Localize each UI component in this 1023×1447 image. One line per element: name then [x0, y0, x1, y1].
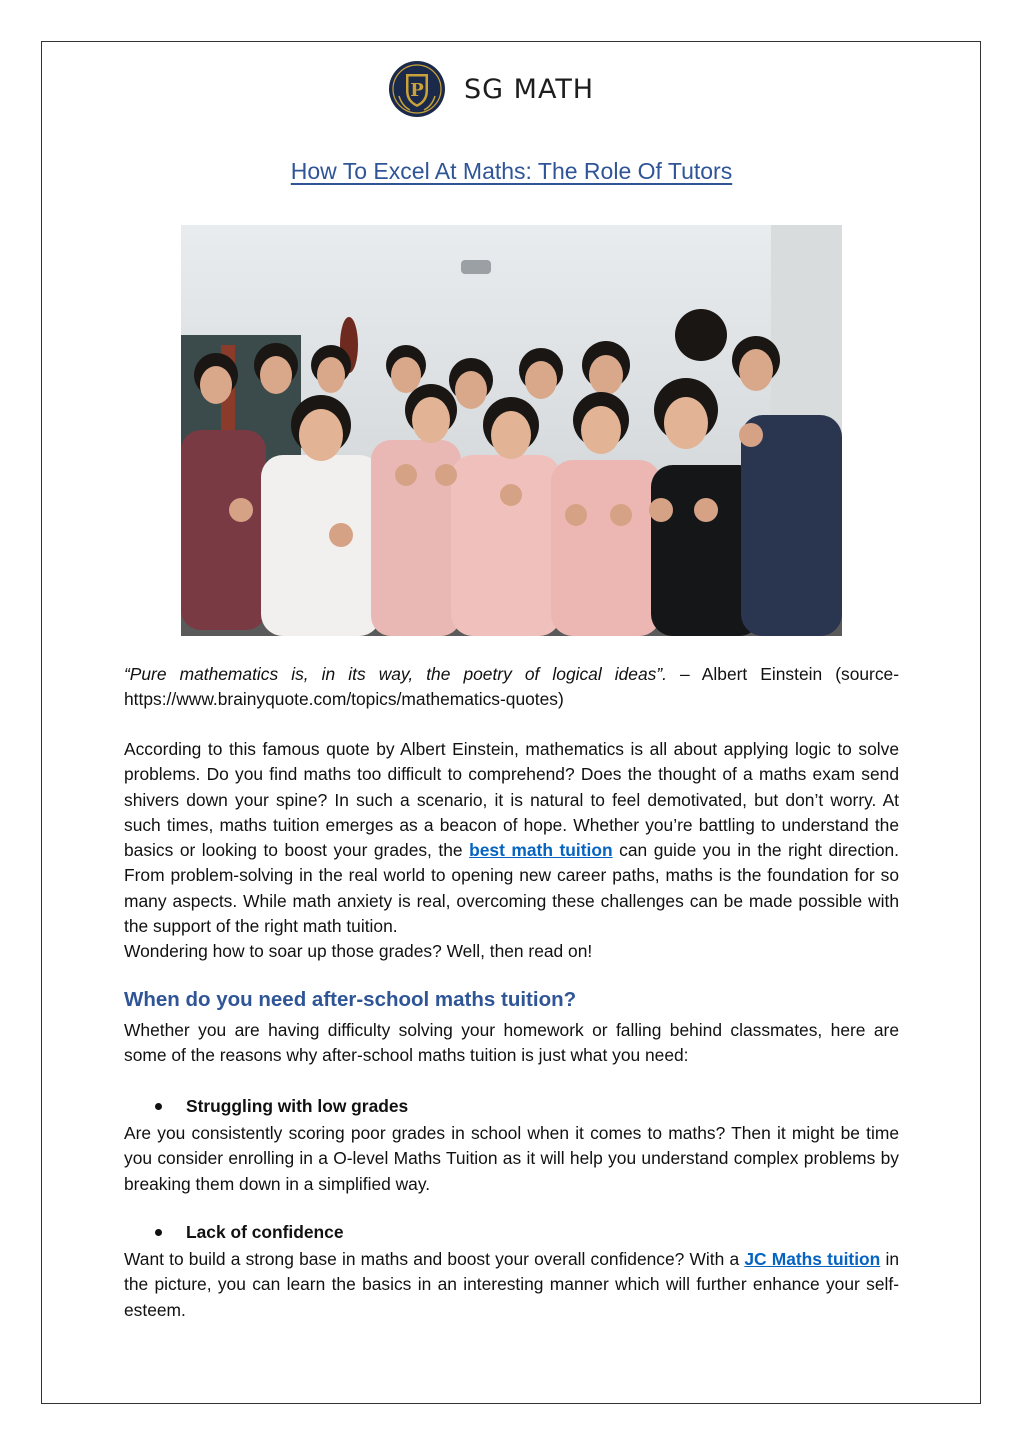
group-photo-icon [181, 225, 842, 636]
bullet-icon [155, 1103, 162, 1110]
intro-paragraph [124, 737, 899, 965]
bullet-label: Struggling with low grades [186, 1096, 409, 1116]
bullet-label: Lack of confidence [186, 1222, 344, 1242]
item-text: Want to build a strong base in maths and boost your overall confidence? With a [124, 1249, 745, 1269]
item-text-continued: in the picture, you can learn the basics in an interesting manner which will further enhance your self-esteem. [124, 1249, 899, 1320]
bullet-icon [155, 1229, 162, 1236]
group-photo [181, 225, 842, 636]
best-math-tuition-link[interactable]: best math tuition [469, 840, 613, 861]
list-item-heading [155, 1222, 344, 1243]
quote-attribution: – Albert Einstein (source-https://www.brainyquote.com/topics/mathematics-quotes) [124, 664, 900, 710]
logo-letter: P [410, 80, 424, 101]
intro-text-continued: can guide you in the right direction. From problem-solving in the real world to opening new career paths, maths is the foundation for so many aspects. While math anxiety is real, overcoming these challenges can be made possible with the support of the right math tuition. [124, 840, 900, 937]
quote-paragraph [124, 662, 899, 713]
list-item-body [124, 1247, 899, 1323]
quote-text: “Pure mathematics is, in its way, the poetry of logical ideas”. [124, 664, 667, 684]
brand-name: SG MATH [464, 73, 595, 105]
page-title[interactable]: How To Excel At Maths: The Role Of Tutors [290, 158, 733, 184]
intro-text: According to this famous quote by Albert Einstein, mathematics is all about applying logic to solve problems. Do you find maths too difficult to comprehend? Does the thought of a maths exam send shivers down your spine? In such a scenario, it is natural to feel demotivated, but don’t worry. At such times, maths tuition emerges as a beacon of hope. Whether you’re battling to understand the basics or looking to boost your grades, the [124, 739, 899, 861]
jc-maths-tuition-link[interactable]: JC Maths tuition [744, 1249, 881, 1269]
section-heading: When do you need after-school maths tuition? [124, 988, 577, 1011]
brand-logo[interactable] [388, 60, 594, 118]
shield-logo-icon [388, 60, 446, 118]
list-item-body: Are you consistently scoring poor grades in school when it comes to maths? Then it might be time you consider enrolling in a O-level Maths Tuition as it will help you understand complex problems by breaking them down in a simplified way. [124, 1123, 899, 1194]
section-intro: Whether you are having difficulty solving your homework or falling behind classmates, here are some of the reasons why after-school maths tuition is just what you need: [124, 1020, 899, 1066]
intro-closing: Wondering how to soar up those grades? Well, then read on! [124, 941, 593, 962]
list-item-heading [155, 1096, 408, 1117]
